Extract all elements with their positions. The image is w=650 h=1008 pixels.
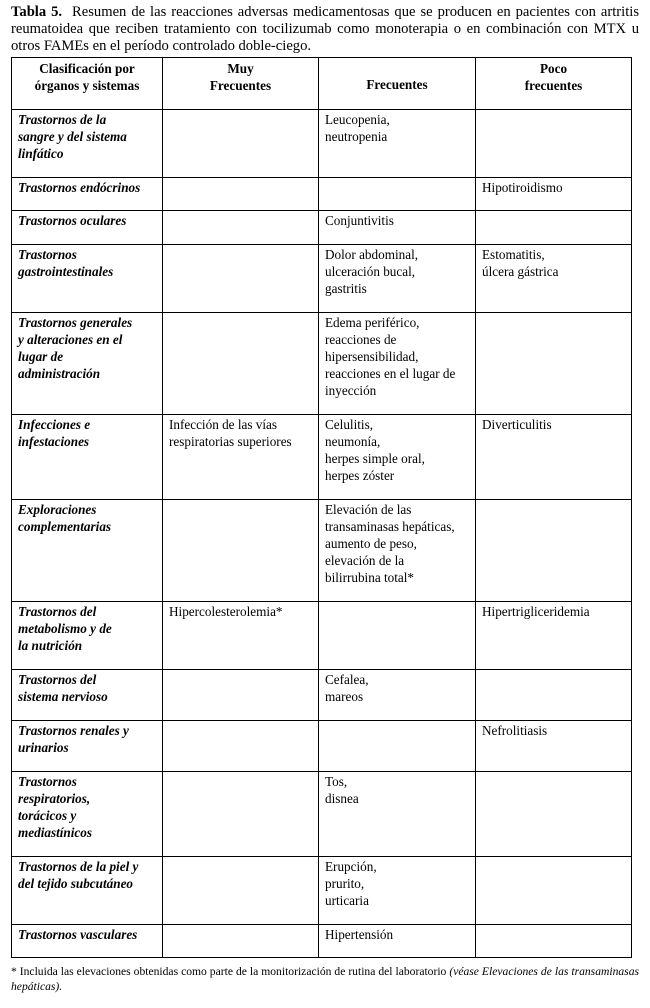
table-row [12, 602, 632, 670]
classification-cell-text: Trastornos gastrointestinales [18, 247, 114, 279]
table-row [12, 245, 632, 313]
classification-cell-text: Trastornos respiratorios, torácicos y mediastínicos [18, 774, 92, 840]
frequent-cell [319, 211, 476, 245]
infrequent-cell [476, 670, 632, 721]
infrequent-cell [476, 857, 632, 925]
classification-cell [12, 772, 163, 857]
infrequent-cell [476, 602, 632, 670]
very-frequent-cell [163, 313, 319, 415]
infrequent-cell [476, 500, 632, 602]
header-infrequent: Poco frecuentes [476, 58, 632, 110]
infrequent-cell-text: Nefrolitiasis [482, 723, 548, 738]
very-frequent-cell [163, 857, 319, 925]
classification-cell [12, 313, 163, 415]
frequent-cell-text: Hipertensión [325, 927, 394, 942]
very-frequent-cell [163, 721, 319, 772]
classification-cell [12, 721, 163, 772]
infrequent-cell [476, 110, 632, 178]
table-row [12, 772, 632, 857]
classification-cell [12, 245, 163, 313]
classification-cell [12, 500, 163, 602]
infrequent-cell [476, 245, 632, 313]
classification-cell [12, 925, 163, 958]
classification-cell-text: Trastornos de la piel y del tejido subcutáneo [18, 859, 139, 891]
frequent-cell-text: Dolor abdominal, ulceración bucal, gastritis [325, 247, 419, 296]
caption-label: Tabla 5. [11, 4, 63, 20]
caption-text: Resumen de las reacciones adversas medicamentosas que se producen en pacientes con artritis reumatoidea que reciben tratamiento con tocilizumab como monoterapia o en combinación con MTX u otros FAMEs en el período controlado doble-ciego. [11, 4, 640, 54]
infrequent-cell [476, 415, 632, 500]
footnote [11, 964, 639, 994]
very-frequent-cell [163, 110, 319, 178]
infrequent-cell [476, 772, 632, 857]
table-row [12, 670, 632, 721]
very-frequent-cell [163, 500, 319, 602]
classification-cell [12, 178, 163, 211]
footnote-reference: (véase Elevaciones de las transaminasas hepáticas). [11, 965, 640, 993]
classification-cell-text: Trastornos del sistema nervioso [18, 672, 108, 704]
header-frequent: Frecuentes [319, 58, 476, 110]
frequent-cell-text: Conjuntivitis [325, 213, 394, 228]
very-frequent-cell [163, 211, 319, 245]
classification-cell-text: Exploraciones complementarias [18, 502, 112, 534]
frequent-cell [319, 500, 476, 602]
frequent-cell-text: Tos, disnea [325, 774, 359, 806]
frequent-cell-text: Edema periférico, reacciones de hipersensibilidad, reacciones en el lugar de inyección [325, 315, 456, 398]
footnote-text: * Incluida las elevaciones obtenidas como parte de la monitorización de rutina del laboratorio [11, 965, 450, 978]
infrequent-cell [476, 925, 632, 958]
table-row [12, 211, 632, 245]
classification-cell-text: Trastornos generales y alteraciones en el lugar de administración [18, 315, 133, 381]
very-frequent-cell [163, 178, 319, 211]
classification-cell-text: Trastornos renales y urinarios [18, 723, 129, 755]
classification-cell [12, 602, 163, 670]
table-row [12, 857, 632, 925]
classification-cell [12, 670, 163, 721]
frequent-cell [319, 313, 476, 415]
table-row [12, 313, 632, 415]
table-row [12, 415, 632, 500]
frequent-cell [319, 925, 476, 958]
table-row [12, 110, 632, 178]
frequent-cell [319, 857, 476, 925]
header-very-frequent: Muy Frecuentes [163, 58, 319, 110]
frequent-cell [319, 415, 476, 500]
frequent-cell-text: Cefalea, mareos [325, 672, 369, 704]
very-frequent-cell-text: Infección de las vías respiratorias superiores [169, 417, 292, 449]
very-frequent-cell [163, 245, 319, 313]
classification-cell [12, 415, 163, 500]
frequent-cell-text: Erupción, prurito, urticaria [325, 859, 377, 908]
infrequent-cell-text: Hipotiroidismo [482, 180, 563, 195]
frequent-cell [319, 178, 476, 211]
table-caption [11, 4, 639, 55]
table-row [12, 178, 632, 211]
table-row [12, 925, 632, 958]
frequent-cell [319, 670, 476, 721]
infrequent-cell [476, 211, 632, 245]
very-frequent-cell [163, 415, 319, 500]
classification-cell [12, 211, 163, 245]
classification-cell-text: Trastornos oculares [18, 213, 127, 228]
frequent-cell [319, 245, 476, 313]
frequent-cell [319, 721, 476, 772]
classification-cell-text: Trastornos del metabolismo y de la nutrición [18, 604, 112, 653]
very-frequent-cell [163, 602, 319, 670]
table-row [12, 500, 632, 602]
header-classification: Clasificación por órganos y sistemas [12, 58, 163, 110]
classification-cell-text: Trastornos vasculares [18, 927, 138, 942]
infrequent-cell [476, 178, 632, 211]
infrequent-cell-text: Hipertrigliceridemia [482, 604, 590, 619]
infrequent-cell-text: Diverticulitis [482, 417, 552, 432]
frequent-cell-text: Elevación de las transaminasas hepáticas, aumento de peso, elevación de la bilirrubina total* [325, 502, 455, 585]
frequent-cell-text: Celulitis, neumonía, herpes simple oral, herpes zóster [325, 417, 425, 483]
frequent-cell-text: Leucopenia, neutropenia [325, 112, 390, 144]
frequent-cell [319, 602, 476, 670]
infrequent-cell-text: Estomatitis, úlcera gástrica [482, 247, 559, 279]
very-frequent-cell [163, 925, 319, 958]
header-row [12, 58, 632, 110]
classification-cell [12, 110, 163, 178]
classification-cell-text: Trastornos de la sangre y del sistema linfático [18, 112, 127, 161]
very-frequent-cell-text: Hipercolesterolemia* [169, 604, 283, 619]
infrequent-cell [476, 313, 632, 415]
very-frequent-cell [163, 670, 319, 721]
frequent-cell [319, 110, 476, 178]
classification-cell [12, 857, 163, 925]
adverse-reactions-table [11, 57, 632, 958]
classification-cell-text: Infecciones e infestaciones [18, 417, 91, 449]
table-row [12, 721, 632, 772]
infrequent-cell [476, 721, 632, 772]
classification-cell-text: Trastornos endócrinos [18, 180, 141, 195]
frequent-cell [319, 772, 476, 857]
very-frequent-cell [163, 772, 319, 857]
